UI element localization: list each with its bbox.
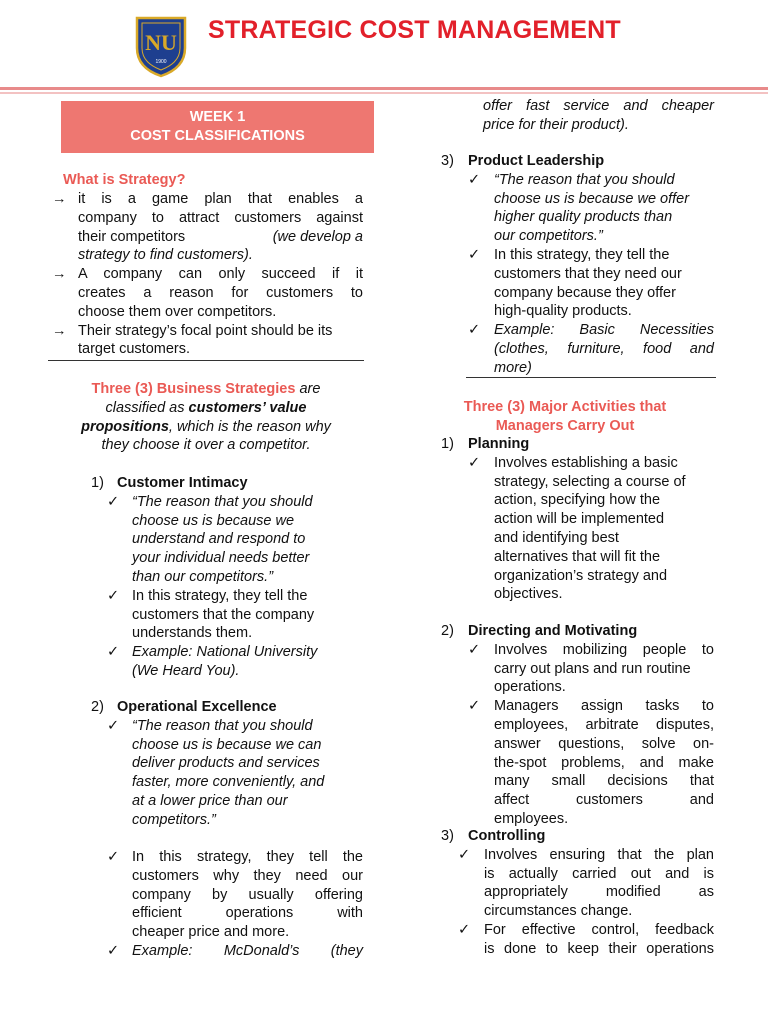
bullet-line: higher quality products than [494, 209, 673, 226]
bullet-line: Example: McDonald’s (they [132, 943, 363, 959]
business-strategies-intro: they choose it over a competitor. [101, 437, 311, 454]
header-rule [0, 87, 768, 90]
bullet-line: answer questions, solve on- [494, 735, 714, 752]
business-strategies-heading: Three (3) Business Strategies [91, 381, 296, 397]
bullet-line: (clothes, furniture, food and [494, 341, 714, 357]
bullet-line: choose us is because we [132, 512, 295, 529]
logo-year: 1900 [155, 59, 167, 65]
check-icon: ✓ [107, 717, 120, 734]
bullet-line: your individual needs better [132, 550, 310, 567]
check-icon: ✓ [107, 849, 120, 865]
section-divider [466, 377, 716, 378]
header-rule-light [0, 92, 768, 94]
bullet-line: Example: Basic Necessities [494, 322, 714, 339]
check-icon: ✓ [458, 846, 471, 863]
strategy-bullet-line: Their strategy’s focal point should be its [78, 322, 333, 339]
bullet-line: our competitors.” [494, 228, 603, 245]
bullet-line: and identifying best [494, 530, 619, 546]
directing-title: Directing and Motivating [468, 623, 638, 639]
arrow-icon: → [52, 266, 67, 283]
bullet-line: Involves ensuring that the plan [484, 846, 714, 863]
check-icon: ✓ [107, 493, 120, 510]
bullet-line: deliver products and services [132, 755, 320, 772]
bullet-line: “The reason that you should [494, 171, 675, 188]
bullet-line: “The reason that you should [132, 717, 313, 734]
check-icon: ✓ [468, 247, 481, 263]
product-leadership-title: Product Leadership [468, 153, 605, 169]
arrow-icon: → [52, 322, 67, 339]
bullet-line: appropriately modified as [484, 884, 714, 901]
logo-letters: NU [145, 30, 177, 55]
arrow-icon: → [52, 191, 67, 207]
bullet-line: affect customers and [494, 792, 714, 809]
bullet-line: In this strategy, they tell the [494, 247, 670, 263]
bullet-line: the-spot problems, and make [494, 754, 714, 771]
strategy-bullet-line [78, 228, 363, 247]
item-number: 2) [441, 623, 454, 639]
bullet-line: understand and respond to [132, 531, 306, 548]
bullet-line: efficient operations with [132, 905, 363, 922]
strategy-bullet-line: choose them over competitors. [78, 303, 277, 320]
strategy-bullet-line: strategy to find customers). [78, 247, 253, 264]
strategy-bullet-line: target customers. [78, 341, 191, 358]
bullet-line: carry out plans and run routine [494, 660, 691, 677]
bullet-line: Involves mobilizing people to [494, 641, 714, 658]
bullet-line: understands them. [132, 625, 253, 642]
section-divider [48, 360, 364, 361]
bullet-line: operations. [494, 679, 566, 696]
bullet-line: action will be implemented [494, 511, 665, 528]
bullet-line: is actually carried out and is [484, 865, 714, 882]
bullet-line: organization’s strategy and [494, 567, 668, 584]
bullet-line: customers that they need our [494, 265, 682, 282]
check-icon: ✓ [468, 454, 481, 471]
text-run: propositions [81, 418, 169, 435]
bullet-line: “The reason that you should [132, 493, 313, 510]
week-topic: COST CLASSIFICATIONS [130, 128, 305, 144]
check-icon: ✓ [107, 644, 120, 661]
check-icon: ✓ [468, 322, 481, 339]
bullet-line: In this strategy, they tell the [132, 587, 308, 604]
check-icon: ✓ [107, 587, 120, 604]
bullet-line: choose us is because we can [132, 736, 322, 753]
customer-intimacy-title: Customer Intimacy [117, 475, 248, 491]
business-strategies-intro [48, 399, 364, 418]
item-number: 2) [91, 699, 104, 715]
strategy-bullet-line: company to attract customers against [78, 209, 363, 226]
bullet-line: is done to keep their operations [484, 940, 714, 957]
page-title: STRATEGIC COST MANAGEMENT [208, 16, 621, 44]
item-number: 1) [91, 475, 104, 491]
bullet-line: Managers assign tasks to [494, 698, 714, 715]
bullet-line: action, specifying how the [494, 492, 661, 509]
bullet-line: faster, more conveniently, and [132, 774, 325, 791]
bullet-line: customers that the company [132, 606, 315, 623]
bullet-line: employees, arbitrate disputes, [494, 717, 714, 733]
strategy-bullet-line: A company can only succeed if it [78, 266, 363, 283]
bullet-line: alternatives that will fit the [494, 548, 661, 565]
item-number: 1) [441, 436, 454, 452]
business-strategies-intro [48, 380, 364, 399]
bullet-line: high-quality products. [494, 303, 632, 320]
business-strategies-intro [48, 418, 364, 437]
check-icon: ✓ [107, 943, 120, 959]
strategy-bullet-line: creates a reason for customers to [78, 285, 363, 301]
planning-title: Planning [468, 436, 530, 452]
bullet-line: objectives. [494, 586, 563, 603]
bullet-line: employees. [494, 811, 569, 827]
item-number: 3) [441, 153, 454, 169]
text-run: (we develop a [272, 228, 363, 245]
bullet-line: circumstances change. [484, 903, 633, 920]
week-banner [61, 101, 374, 153]
university-logo [133, 14, 189, 78]
text-run: , which is the reason why [168, 418, 331, 435]
bullet-line: (We Heard You). [132, 663, 240, 679]
check-icon: ✓ [468, 698, 481, 715]
bullet-line: competitors.” [132, 811, 216, 828]
strategy-bullet-line: it is a game plan that enables a [78, 191, 363, 207]
bullet-line: In this strategy, they tell the [132, 849, 363, 865]
item-number: 3) [441, 828, 454, 844]
text-run: their competitors [78, 228, 186, 245]
check-icon: ✓ [468, 171, 481, 188]
bullet-line: price for their product). [483, 116, 629, 133]
bullet-line: more) [494, 359, 532, 376]
bullet-line: Example: National University [132, 644, 318, 661]
major-activities-heading: Three (3) Major Activities that [463, 399, 667, 415]
bullet-line: at a lower price than our [132, 793, 288, 809]
bullet-line: many small decisions that [494, 773, 714, 790]
bullet-line: customers why they need our [132, 867, 363, 884]
week-label: WEEK 1 [189, 109, 246, 125]
text-run: classified as [105, 399, 189, 416]
text-run: are [295, 381, 321, 397]
check-icon: ✓ [458, 922, 471, 938]
bullet-line: strategy, selecting a course of [494, 473, 686, 490]
bullet-line: For effective control, feedback [484, 922, 714, 938]
operational-excellence-title: Operational Excellence [117, 699, 277, 715]
bullet-line: Involves establishing a basic [494, 454, 678, 471]
strategy-heading: What is Strategy? [63, 172, 186, 188]
bullet-line: offer fast service and cheaper [483, 98, 714, 114]
bullet-line: than our competitors.” [132, 569, 274, 585]
bullet-line: company because they offer [494, 284, 676, 301]
bullet-line: company by usually offering [132, 886, 363, 903]
major-activities-heading: Managers Carry Out [495, 417, 635, 434]
text-run: customers’ value [188, 399, 307, 416]
check-icon: ✓ [468, 641, 481, 658]
bullet-line: choose us is because we offer [494, 190, 690, 207]
controlling-title: Controlling [468, 828, 546, 844]
bullet-line: cheaper price and more. [132, 924, 290, 941]
